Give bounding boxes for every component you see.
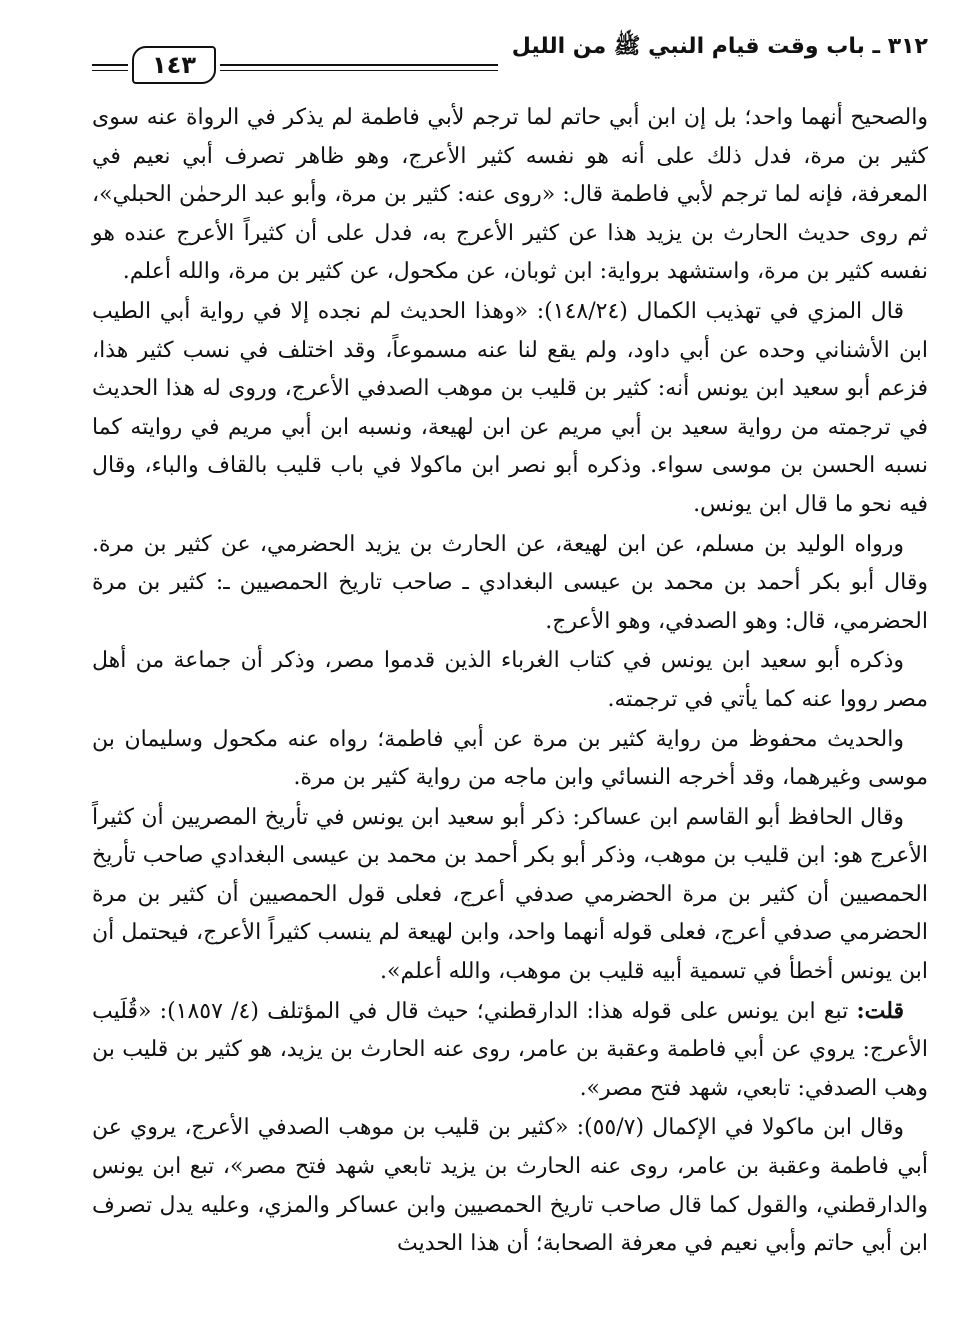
paragraph [92, 720, 928, 798]
paragraph-text: وقال ابن ماكولا في الإكمال (٥٥/٧): «كثير بن قليب بن موهب الصدفي الأعرج، يروي عن أبي فاطمة وعقبة بن عامر، روى عنه الحارث بن يزيد تابعي شهد فتح مصر»، تبع ابن يونس والدارقطني، والقول كما قال صاحب تاريخ الحمصيين وابن عساكر والمزي، وعليه يدل تصرف ابن أبي حاتم وأبي نعيم في معرفة الصحابة؛ أن هذا الحديث [92, 1115, 928, 1257]
paragraph-text: والصحيح أنهما واحد؛ بل إن ابن أبي حاتم لما ترجم لأبي فاطمة لم يذكر في الرواة عنه سوى كثير بن مرة، فدل ذلك على أنه هو نفسه كثير الأعرج، وهو ظاهر تصرف أبي نعيم في المعرفة، فإنه لما ترجم لأبي فاطمة قال: «روى عنه: كثير بن مرة، وأبو عبد الرحمٰن الحبلي»، ثم روى حديث الحارث بن يزيد هذا عن كثير الأعرج به، فدل على أن كثيراً الأعرج عنده هو نفسه كثير بن مرة، واستشهد برواية: ابن ثوبان، عن مكحول، عن كثير بن مرة، والله أعلم. [92, 105, 928, 285]
paragraph-lead: قلت: [856, 997, 905, 1024]
header-rule-bottom [220, 70, 498, 71]
paragraph [92, 992, 928, 1109]
paragraph [92, 798, 928, 992]
header-rule-top [220, 64, 498, 66]
paragraph-text: وذكره أبو سعيد ابن يونس في كتاب الغرباء الذين قدموا مصر، وذكر أن جماعة من أهل مصر رووا عنه كما يأتي في ترجمته. [92, 648, 928, 712]
paragraph [92, 525, 928, 642]
paragraph [92, 1108, 928, 1263]
header-rule-left-top [92, 64, 128, 66]
page-body [92, 98, 928, 1264]
header-rule-left-bottom [92, 70, 128, 71]
paragraph [92, 641, 928, 719]
page-number: ١٤٣ [132, 46, 216, 84]
running-title: ٣١٢ ـ باب وقت قيام النبي ﷺ من الليل [511, 34, 928, 59]
paragraph-text: والحديث محفوظ من رواية كثير بن مرة عن أبي فاطمة؛ رواه عنه مكحول وسليمان بن موسى وغيرهما، وقد أخرجه النسائي وابن ماجه من رواية كثير بن مرة. [92, 726, 928, 791]
paragraph-text: وقال الحافظ أبو القاسم ابن عساكر: ذكر أبو سعيد ابن يونس في تأريخ المصريين أن كثيراً الأعرج هو: ابن قليب بن موهب، وذكر أبو بكر أحمد بن محمد بن عيسى البغدادي صاحب تأريخ الحمصيين أن كثير بن مرة الحضرمي صدفي أعرج، فعلى قول الحمصيين أن كثير بن مرة الحضرمي صدفي أعرج، فعلى قوله أنهما واحد، وابن لهيعة لم ينسب كثيراً الأعرج، فيحتمل أن ابن يونس أخطأ في تسمية أبيه قليب بن موهب، والله أعلم». [92, 804, 928, 985]
paragraph-text: تبع ابن يونس على قوله هذا: الدارقطني؛ حيث قال في المؤتلف (٤/ ١٨٥٧): «قُلَيب الأعرج: يروي عن أبي فاطمة وعقبة بن عامر، روى عنه الحارث بن يزيد، هو كثير بن قليب بن وهب الصدفي: تابعي، شهد فتح مصر». [92, 998, 928, 1101]
page-header [92, 28, 928, 88]
paragraph-text: ورواه الوليد بن مسلم، عن ابن لهيعة، عن الحارث بن يزيد الحضرمي، عن كثير بن مرة. وقال أبو بكر أحمد بن محمد بن عيسى البغدادي ـ صاحب تاريخ الحمصيين ـ: كثير بن مرة الحضرمي، قال: وهو الصدفي، وهو الأعرج. [92, 531, 928, 634]
paragraph [92, 98, 928, 292]
paragraph-text: قال المزي في تهذيب الكمال (١٤٨/٢٤): «وهذا الحديث لم نجده إلا في رواية أبي الطيب ابن الأشناني وحده عن أبي داود، ولم يقع لنا عنه مسموعاً، وقد اختلف في نسب كثير هذا، فزعم أبو سعيد ابن يونس أنه: كثير بن قليب بن موهب الصدفي الأعرج، وروى له هذا الحديث في ترجمته من رواية سعيد بن أبي مريم عن ابن لهيعة، ونسبه ابن أبي مريم في روايته كما نسبه الحسن بن موسى سواء. وذكره أبو نصر ابن ماكولا في باب قليب بالقاف والباء، وقال فيه نحو ما قال ابن يونس. [92, 298, 928, 517]
paragraph [92, 292, 928, 525]
